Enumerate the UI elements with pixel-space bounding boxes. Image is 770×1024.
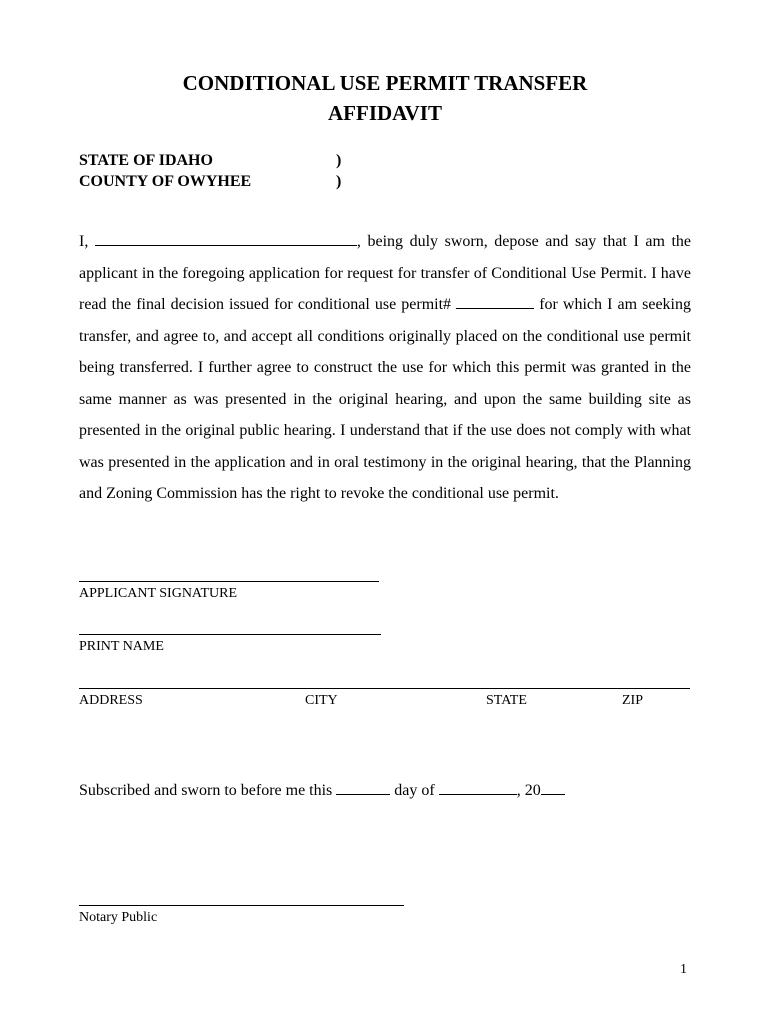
print-name-label: PRINT NAME: [79, 639, 164, 654]
notary-signature-line[interactable]: [79, 905, 404, 906]
sworn-day-of: day of: [394, 782, 435, 799]
city-label: CITY: [305, 693, 338, 708]
title-line-1: CONDITIONAL USE PERMIT TRANSFER: [182, 71, 588, 95]
applicant-signature-line[interactable]: [79, 581, 379, 582]
affiant-name-blank[interactable]: [95, 233, 357, 246]
sworn-prefix: Subscribed and sworn to before me this: [79, 782, 333, 799]
day-blank[interactable]: [336, 782, 390, 795]
zip-label: ZIP: [622, 693, 643, 708]
sworn-statement: [79, 780, 565, 802]
venue-block: [79, 150, 379, 192]
page-number: 1: [680, 962, 687, 977]
permit-number-blank[interactable]: [456, 296, 534, 309]
affidavit-text-part2: for which I am seeking transfer, and agree to, and accept all conditions originally placed on the conditional use permit being transferred. I further agree to construct the use for which this permit was granted in the same manner as was presented in the original hearing, and upon the same building site as presented in the original public hearing. I understand that if the use does not comply with what was presented in the application and in oral testimony in the original hearing, that the Planning and Zoning Commission has the right to revoke the conditional use permit.: [79, 296, 692, 502]
address-label: ADDRESS: [79, 693, 143, 708]
applicant-signature-label: APPLICANT SIGNATURE: [79, 586, 238, 601]
state-label: STATE: [486, 693, 527, 708]
affidavit-text-part1: , being duly sworn, depose and say that I am the applicant in the foregoing application for request for transfer of Conditional Use Permit. I have read the final decision issued for conditional use permit#: [79, 233, 692, 313]
print-name-line[interactable]: [79, 634, 381, 635]
title-line-2: AFFIDAVIT: [328, 101, 442, 125]
document-title: [0, 68, 770, 128]
notary-public-label: Notary Public: [79, 910, 158, 925]
venue-county-row: [79, 171, 379, 192]
year-blank[interactable]: [541, 782, 565, 795]
venue-county: COUNTY OF OWYHEE: [79, 173, 252, 190]
affidavit-intro: I,: [79, 233, 89, 250]
sworn-year-prefix: , 20: [516, 782, 541, 799]
venue-paren: ): [336, 152, 342, 169]
address-line[interactable]: [79, 688, 690, 689]
month-blank[interactable]: [439, 782, 517, 795]
venue-state-row: [79, 150, 379, 171]
venue-state: STATE OF IDAHO: [79, 152, 213, 169]
venue-paren: ): [336, 173, 342, 190]
affidavit-body: [79, 226, 691, 510]
